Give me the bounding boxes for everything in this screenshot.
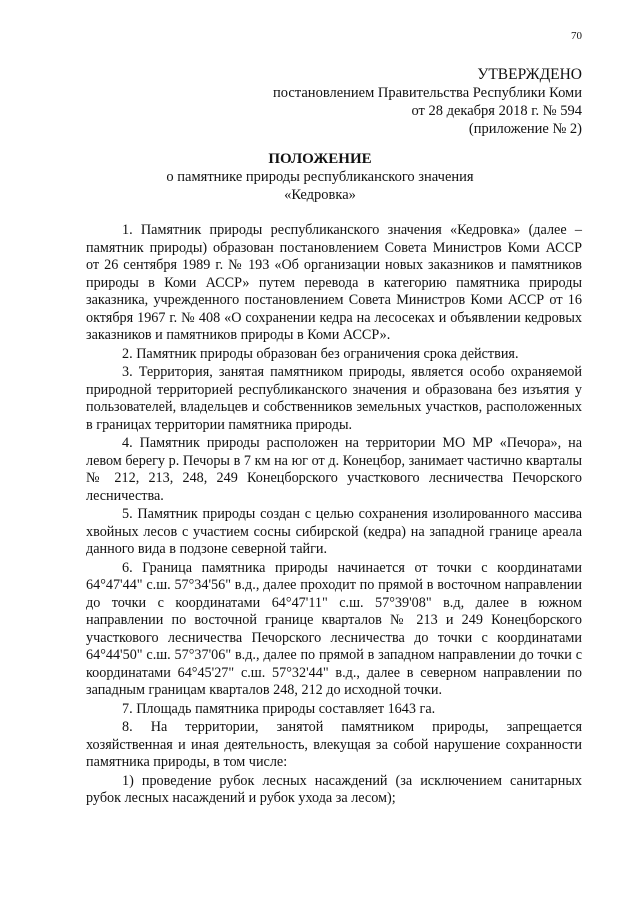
approval-block [273,66,582,138]
paragraph-7: 7. Площадь памятника природы составляет 1643 га. [122,700,436,717]
paragraph-4: 4. Памятник природы расположен на территории МО МР «Печора», на левом берегу р. Печоры в 7 км на юг от д. Конецбор, занимает частично кварталы № 212, 213, 248, 249 Конецборского участкового лесничества Печорского лесничества. [86,435,582,504]
page-number: 70 [571,30,582,42]
approval-resolution: постановлением Правительства Республики Коми [273,85,582,101]
paragraph-1: 1. Памятник природы республиканского значения «Кедровка» (далее – памятник природы) образован постановлением Совета Министров Коми АССР от 26 сентября 1989 г. № 193 «Об организации новых заказников и памятников природы в Коми АССР» путем перевода в категорию памятника природы заказника, учрежденного постановлением Совета Министров Коми АССР от 16 октября 1967 г. № 408 «О сохранении кедра на лесосеках и объявлении кедровых заказников и памятников природы в Коми АССР». [86,222,582,343]
document-heading [0,150,640,204]
paragraph-5: 5. Памятник природы создан с целью сохранения изолированного массива хвойных лесов с участием сосны сибирской (кедра) на западной границе ареала данного вида в подзоне северной тайги. [86,506,582,557]
document-title: ПОЛОЖЕНИЕ [268,151,372,167]
paragraph-8-item-1: 1) проведение рубок лесных насаждений (за исключением санитарных рубок лесных насаждений и рубок ухода за лесом); [86,772,582,806]
approval-date: от 28 декабря 2018 г. № 594 [411,103,582,119]
paragraph-8: 8. На территории, занятой памятником природы, запрещается хозяйственная и иная деятельность, влекущая за собой нарушение сохранности памятника природы, в том числе: [86,719,582,770]
document-name: «Кедровка» [284,187,356,203]
document-subtitle: о памятнике природы республиканского значения [166,169,474,185]
paragraph-6: 6. Граница памятника природы начинается от точки с координатами 64°47'44" с.ш. 57°34'56" в.д., далее проходит по прямой в восточном направлении до точки с координатами 64°47'11" с.ш. 57°39'08" в.д, далее в южном направлении по восточной границе кварталов № 213 и 249 Конецборского участкового лесничества Печорского лесничества до точки с координатами 64°44'50" с.ш. 57°37'06" в.д., далее по прямой в западном направлении до точки с координатами 64°45'27" с.ш. 57°32'44" в.д., далее в северном направлении по западным границам кварталов 248, 212 до исходной точки. [86,559,582,698]
approval-title: УТВЕРЖДЕНО [477,66,582,83]
document-body [86,222,582,808]
paragraph-2: 2. Памятник природы образован без ограничения срока действия. [122,345,519,362]
approval-appendix: (приложение № 2) [468,121,582,137]
paragraph-3: 3. Территория, занятая памятником природы, является особо охраняемой природной территорией республиканского значения и образована без изъятия у пользователей, владельцев и собственников земельных участков, расположенных в границах территории памятника природы. [86,364,582,433]
